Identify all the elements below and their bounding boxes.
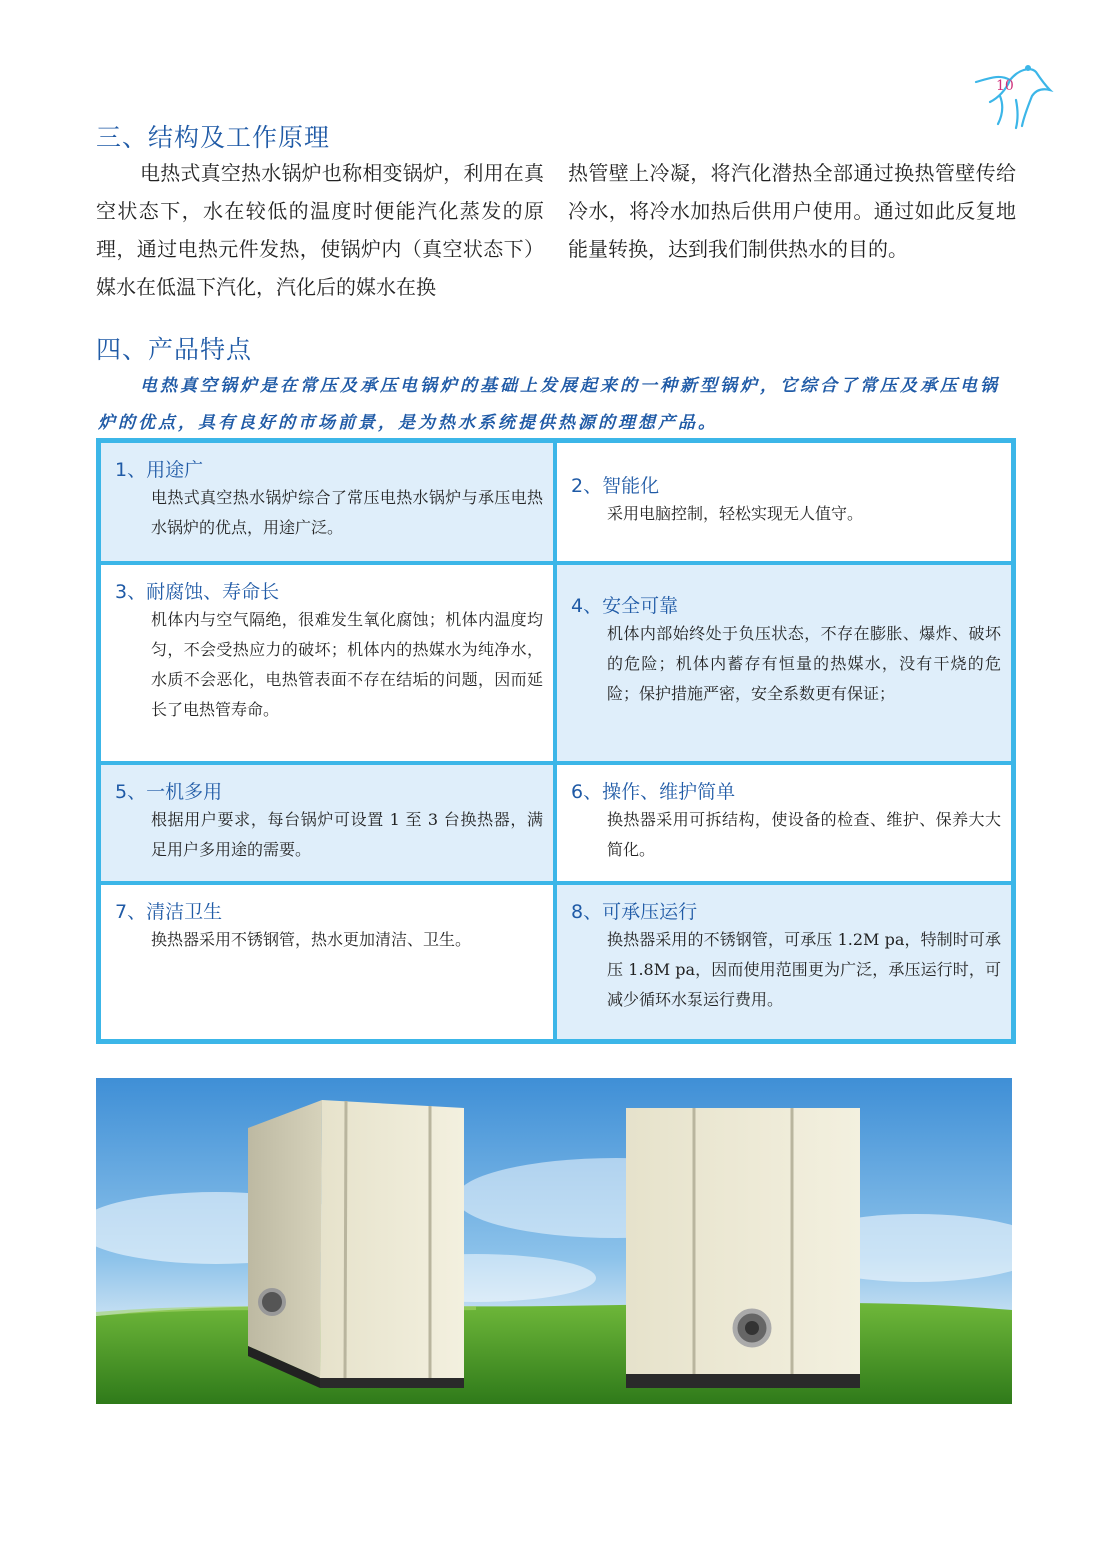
section-heading-structure: 三、结构及工作原理	[96, 123, 331, 152]
feature-title: 3、耐腐蚀、寿命长	[115, 581, 280, 603]
feature-cell	[101, 443, 553, 561]
feature-body: 换热器采用不锈钢管，热水更加清洁、卫生。	[151, 930, 472, 949]
feature-title: 8、可承压运行	[571, 901, 698, 923]
feature-body: 换热器采用可拆结构，使设备的检查、维护、保养大大简化。	[607, 810, 1001, 859]
product-photo	[96, 1078, 1012, 1404]
feature-title: 5、一机多用	[115, 781, 223, 803]
feature-cell	[101, 565, 553, 761]
boiler-photo-illustration	[96, 1078, 1012, 1404]
feature-cell	[557, 565, 1011, 761]
features-intro	[98, 368, 1018, 442]
section3-paragraph-right	[568, 154, 1016, 268]
feature-body: 换热器采用的不锈钢管，可承压 1.2M pa，特制时可承压 1.8M pa，因而使用范围更为广泛，承压运行时，可减少循环水泵运行费用。	[607, 930, 1001, 1009]
feature-title: 2、智能化	[571, 475, 660, 497]
feature-body: 机体内部始终处于负压状态，不存在膨胀、爆炸、破坏的危险；机体内蓄存有恒量的热媒水，没有干烧的危险；保护措施严密，安全系数更有保证；	[607, 624, 1001, 703]
feature-cell	[557, 765, 1011, 881]
horse-logo-icon	[970, 60, 1054, 130]
feature-body: 机体内与空气隔绝，很难发生氧化腐蚀；机体内温度均匀，不会受热应力的破坏；机体内的热媒水为纯净水，水质不会恶化，电热管表面不存在结垢的问题，因而延长了电热管寿命。	[151, 610, 543, 719]
feature-body: 根据用户要求，每台锅炉可设置 1 至 3 台换热器，满足用户多用途的需要。	[151, 810, 543, 859]
feature-title: 6、操作、维护简单	[571, 781, 736, 803]
feature-title: 4、安全可靠	[571, 595, 679, 617]
page-number: 10	[996, 78, 1014, 94]
features-table	[96, 438, 1016, 1044]
feature-body: 采用电脑控制，轻松实现无人值守。	[607, 504, 864, 523]
paragraph-text: 热管壁上冷凝，将汽化潜热全部通过换热管壁传给冷水，将冷水加热后供用户使用。通过如此反复地能量转换，达到我们制供热水的目的。	[568, 161, 1016, 261]
feature-cell	[101, 885, 553, 1039]
feature-cell	[557, 885, 1011, 1039]
intro-text: 电热真空锅炉是在常压及承压电锅炉的基础上发展起来的一种新型锅炉，它综合了常压及承压电锅炉的优点，具有良好的市场前景，是为热水系统提供热源的理想产品。	[98, 376, 1000, 433]
section3-paragraph-left	[96, 154, 544, 306]
paragraph-text: 电热式真空热水锅炉也称相变锅炉，利用在真空状态下，水在较低的温度时便能汽化蒸发的原理，通过电热元件发热，使锅炉内（真空状态下）媒水在低温下汽化，汽化后的媒水在换	[96, 161, 544, 299]
feature-title: 7、清洁卫生	[115, 901, 223, 923]
feature-title: 1、用途广	[115, 459, 204, 481]
feature-cell	[557, 443, 1011, 561]
section-heading-features: 四、产品特点	[96, 335, 253, 364]
feature-cell	[101, 765, 553, 881]
feature-body: 电热式真空热水锅炉综合了常压电热水锅炉与承压电热水锅炉的优点，用途广泛。	[151, 488, 543, 537]
